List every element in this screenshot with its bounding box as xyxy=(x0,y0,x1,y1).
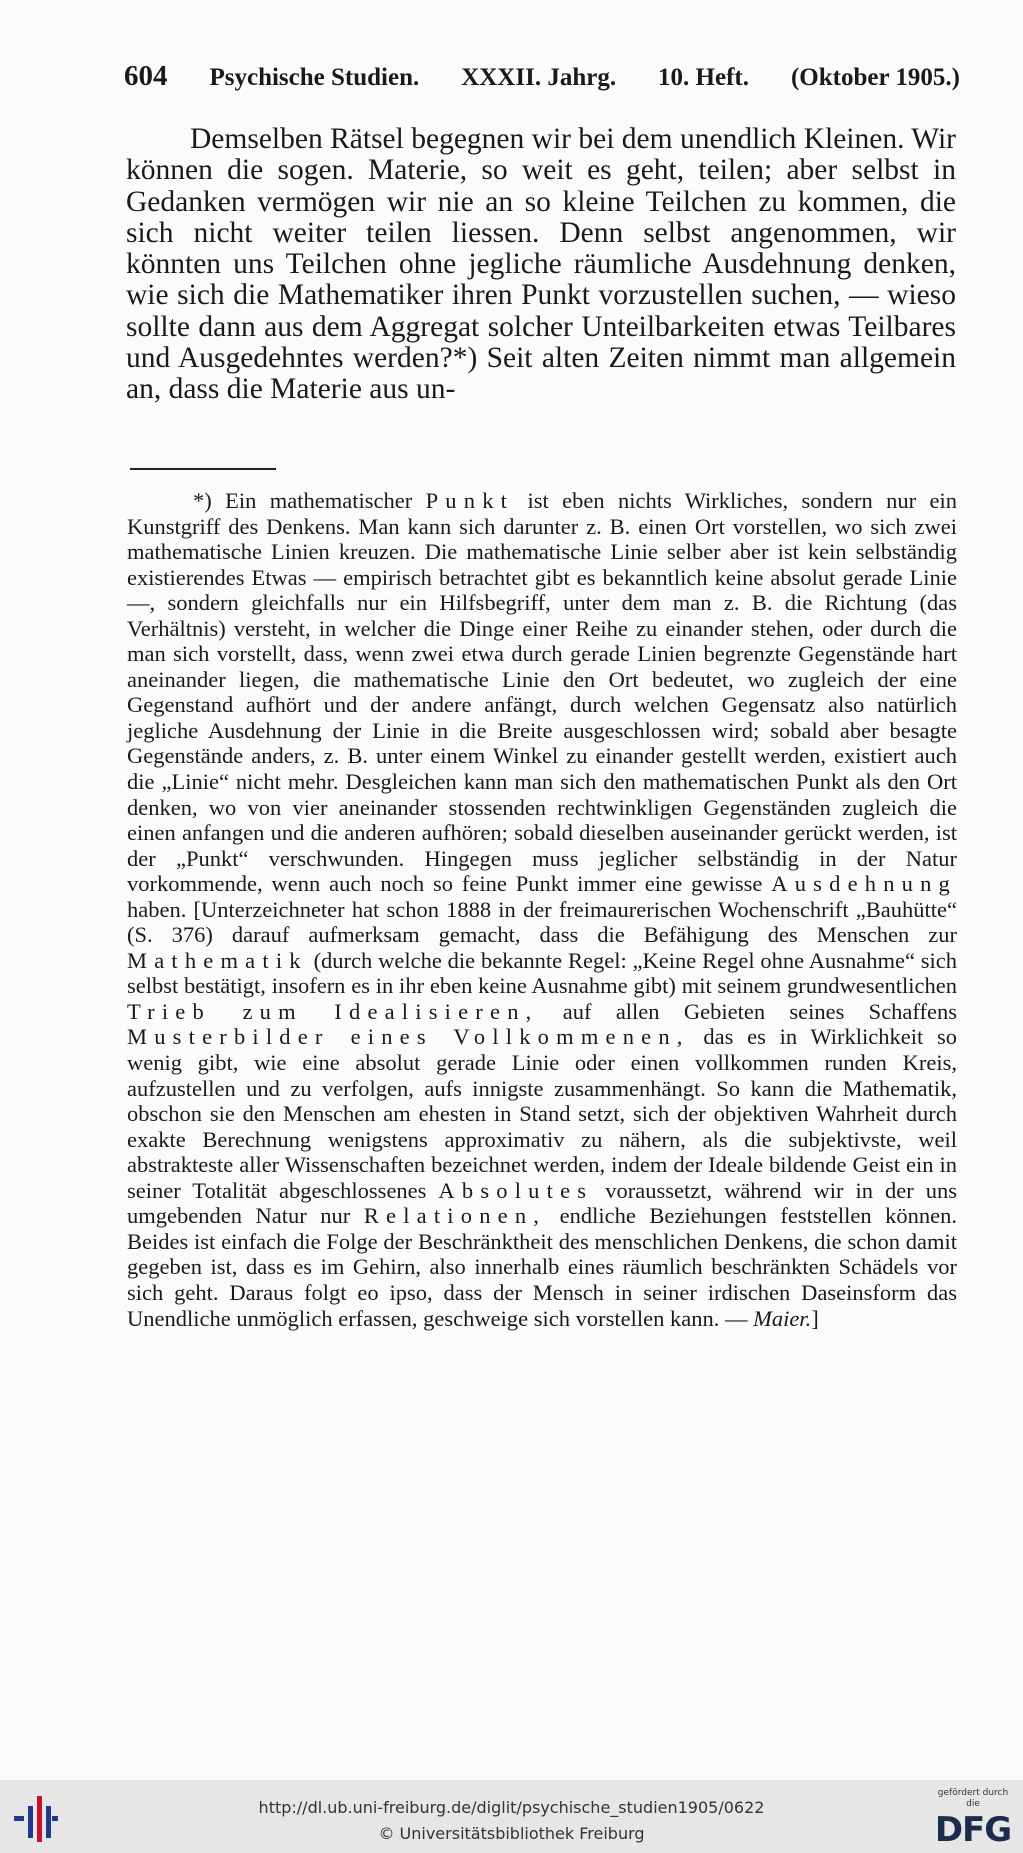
document-url[interactable]: http://dl.ub.uni-freiburg.de/diglit/psychische_studien1905/0622 xyxy=(258,1798,765,1817)
footnote-spaced-term: Mathematik xyxy=(127,947,308,973)
main-paragraph-text: Demselben Rätsel begegnen wir bei dem unendlich Kleinen. Wir können die sogen. Materie, so weit es geht, teilen; aber selbst in Gedanken vermögen wir nie an so kleine Teilchen zu kommen, die sich nicht weiter teilen liessen. Denn selbst angenommen, wir könnten uns Teilchen ohne jegliche räumliche Ausdehnung denken, wie sich die Mathematiker ihren Punkt vorzustellen suchen, — wieso sollte dann aus dem Aggregat solcher Unteilbarkeiten etwas Teilbares und Ausgedehntes werden?*) Seit alten Zeiten nimmt man allgemein an, dass die Materie aus un- xyxy=(126,123,956,406)
page-number: 604 xyxy=(124,60,168,92)
footnote-part: endliche Beziehungen feststellen können. Beides ist einfach die Folge der Beschränktheit des menschlichen Denkens, die schon damit gegeben ist, dass es im Gehirn, also innerhalb eines räumlich beschränkten Schädels vor sich geht. Daraus folgt eo ipso, dass der Mensch in seiner irdischen Daseinsform das Unendliche unmöglich erfassen, geschweige sich vorstellen kann. — xyxy=(127,1203,958,1331)
footnote-part: ist eben nichts Wirkliches, sondern nur ein Kunstgriff des Denkens. Man kann sich darunter z. B. einen Ort vorstellen, wo sich zwei mathematische Linien kreuzen. Die mathematische Linie selber aber ist kein selbständig existierendes Etwas — empirisch betrachtet gibt es bekanntlich keine absolut gerade Linie —, sondern gleichfalls nur ein Hilfsbegriff, unter dem man z. B. die Richtung (das Verhältnis) versteht, in welcher die Dinge einer Reihe zu einander stehen, oder durch die man sich vorstellt, dass, wenn zwei etwa durch gerade Linien begrenzte Gegenstände hart aneinander liegen, die mathematische Linie den Ort bedeutet, wo zugleich der eine Gegenstand aufhört und der andere anfängt, durch welchen Gegensatz also natürlich jegliche Ausdehnung der Linie in die Breite ausgeschlossen wird; sobald aber besagte Gegenstände anders, z. B. unter einem Winkel zu einander gestellt werden, existiert auch die „Linie“ nicht mehr. Desgleichen kann man sich den mathematischen Punkt als den Ort denken, wo von vier aneinander stossenden rechtwinkligen Gegenständen zugleich die einen anfangen und die anderen aufhören; sobald dieselben auseinander gerückt werden, ist der „Punkt“ verschwunden. Hingegen muss jeglicher selbständig in der Natur vorkommende, wenn auch noch so feine Punkt immer eine gewisse xyxy=(127,488,958,897)
footnote-rule xyxy=(130,468,276,470)
footnote-part: (durch welche die bekannte Regel: „Keine Regel ohne Ausnahme“ sich selbst bestätigt, insofern es in ihr eben keine Ausnahme gibt) mit seinem grundwesentlichen xyxy=(127,947,957,999)
issue-date: (Oktober 1905.) xyxy=(790,64,960,91)
copyright-notice: © Universitätsbibliothek Freiburg xyxy=(378,1824,645,1843)
viewer-footer xyxy=(0,1780,1023,1853)
main-paragraph xyxy=(126,124,956,406)
footnote-spaced-term: Punkt xyxy=(425,488,515,513)
footnote-spaced-term: Musterbilder eines Vollkommenen, xyxy=(127,1024,690,1050)
volume: XXXII. Jahrg. xyxy=(461,64,617,91)
running-header xyxy=(124,60,960,93)
footnote-part: auf allen Gebieten seines Schaffens xyxy=(562,998,957,1024)
dfg-funding-label: gefördert durch die xyxy=(937,1788,1009,1809)
journal-title: Psychische Studien. xyxy=(209,64,420,91)
footnote-spaced-term: Relationen, xyxy=(363,1203,547,1229)
dfg-logo-icon[interactable] xyxy=(930,1788,1016,1848)
footnote-spaced-term: Ausdehnung xyxy=(771,871,958,897)
footnote-spaced-term: Trieb zum Idealisieren, xyxy=(127,998,539,1024)
dfg-logo-text: DFG xyxy=(934,1810,1012,1850)
footnote-part: voraussetzt, während wir in der uns umgebenden Natur nur xyxy=(127,1177,957,1229)
footnote xyxy=(127,488,957,1331)
footnote-closing-bracket: ] xyxy=(811,1305,819,1331)
issue: 10. Heft. xyxy=(658,64,749,91)
footnote-part: haben. [Unterzeichneter hat schon 1888 in der freimaurerischen Wochenschrift „Bauhütte“ (S. 376) darauf aufmerksam gemacht, dass die Befähigung des Menschen zur xyxy=(127,896,957,948)
footnote-spaced-term: Absolutes xyxy=(438,1177,594,1203)
footnote-author: Maier. xyxy=(753,1305,812,1331)
footnote-part: das es in Wirklichkeit so wenig gibt, wie eine absolut gerade Linie oder einen vollkommen runden Kreis, aufzustellen und zu verfolgen, aufs innigste zusammenhängt. So kann die Mathematik, obschon sie den Menschen am ehesten in Stand setzt, sich der objektiven Wahrheit durch exakte Berechnung wenigstens approximativ zu nähern, als die subjektivste, weil abstrakteste aller Wissenschaften bezeichnet werden, indem der Ideale bildende Geist ein in seiner Totalität abgeschlossenes xyxy=(127,1024,957,1203)
footnote-part: *) Ein mathematischer xyxy=(193,488,413,513)
